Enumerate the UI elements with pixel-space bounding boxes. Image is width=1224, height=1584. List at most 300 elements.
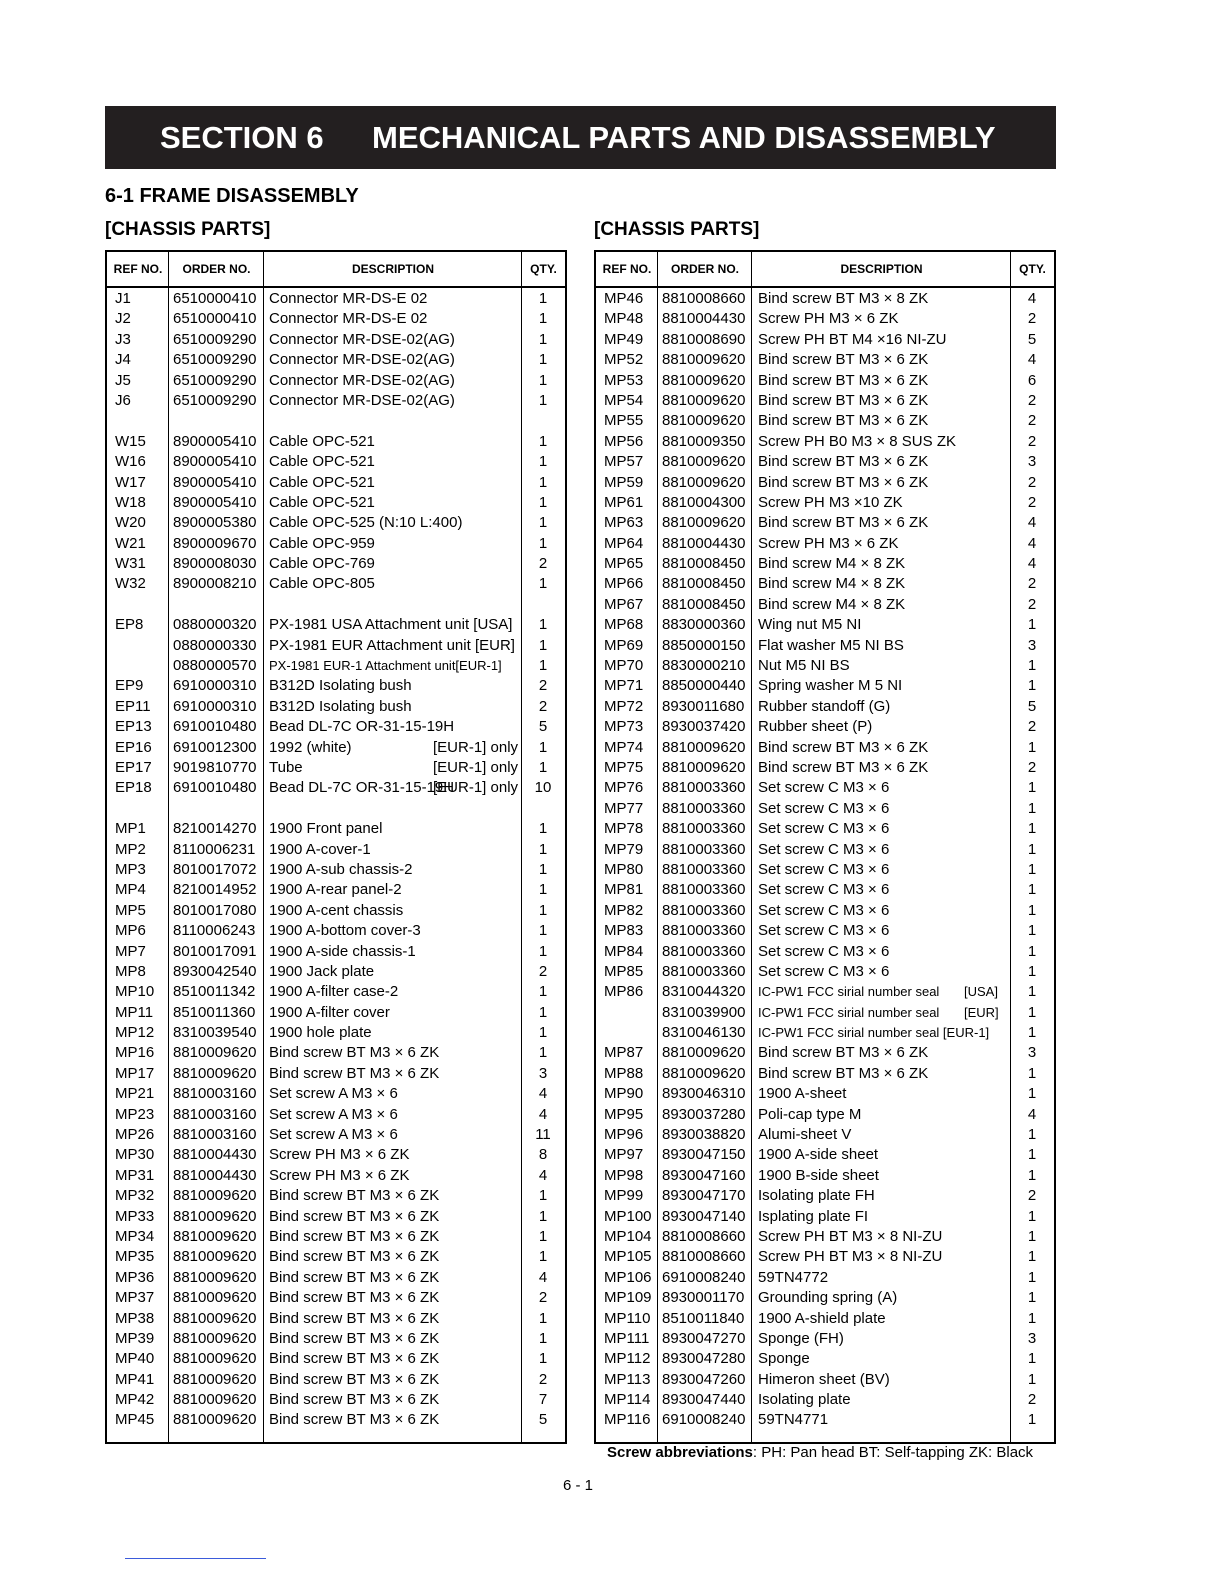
qty-cell: 1 [1027, 942, 1037, 960]
section-banner [105, 106, 1056, 169]
order-no-cell: 6910010480 [173, 718, 257, 736]
description-cell: 1900 A-sheet [758, 1085, 847, 1103]
qty-cell: 1 [1027, 616, 1037, 634]
order-no-cell: 8810003360 [662, 962, 746, 980]
order-no-cell: 8810009620 [173, 1044, 257, 1062]
qty-cell: 1 [1027, 1411, 1037, 1429]
ref-cell: MP61 [604, 493, 644, 511]
table-row [107, 1410, 565, 1430]
order-no-cell: 8930046310 [662, 1085, 746, 1103]
order-no-cell: 8810008660 [662, 1248, 746, 1266]
description-cell: Grounding spring (A) [758, 1289, 898, 1307]
order-no-cell: 8810009620 [662, 391, 746, 409]
order-no-cell: 8810003360 [662, 881, 746, 899]
order-no-cell: 8810009620 [173, 1187, 257, 1205]
table-row [596, 1043, 1054, 1063]
description-cell: IC-PW1 FCC sirial number seal [EUR-1] [758, 1025, 990, 1041]
table-row [596, 473, 1054, 493]
region-tag: [EUR-1] only [433, 758, 519, 776]
ref-cell: J6 [115, 391, 131, 409]
table-body [107, 289, 565, 1431]
qty-cell: 4 [1027, 351, 1037, 369]
order-no-cell: 8900005410 [173, 473, 257, 491]
qty-cell: 1 [538, 371, 548, 389]
order-no-cell: 6910000310 [173, 697, 257, 715]
order-no-cell: 8810003360 [662, 799, 746, 817]
qty-cell: 1 [538, 942, 548, 960]
ref-cell: MP10 [115, 983, 155, 1001]
order-no-cell: 8850000150 [662, 636, 746, 654]
qty-cell: 1 [538, 1003, 548, 1021]
order-no-cell: 8810009620 [173, 1309, 257, 1327]
description-cell: Bind screw BT M3 × 6 ZK [269, 1268, 440, 1286]
table-row [107, 1166, 565, 1186]
table-row [107, 1003, 565, 1023]
table-row [107, 819, 565, 839]
order-no-cell: 8810003360 [662, 840, 746, 858]
ref-cell: MP70 [604, 657, 644, 675]
qty-cell: 2 [1027, 575, 1037, 593]
table-row [107, 1288, 565, 1308]
description-cell: Bind screw BT M3 × 6 ZK [269, 1044, 440, 1062]
table-row [107, 778, 565, 798]
table-row [596, 1186, 1054, 1206]
order-no-cell: 8830000360 [662, 616, 746, 634]
ref-cell: MP87 [604, 1044, 644, 1062]
qty-cell: 1 [538, 432, 548, 450]
table-row [107, 513, 565, 533]
description-cell: 1900 A-rear panel-2 [269, 881, 402, 899]
ref-cell: W15 [115, 432, 146, 450]
description-cell: Cable OPC-805 [269, 575, 375, 593]
table-row [596, 1084, 1054, 1104]
description-cell: Set screw C M3 × 6 [758, 799, 890, 817]
description-cell: Bind screw BT M3 × 6 ZK [758, 412, 929, 430]
qty-cell: 4 [1027, 290, 1037, 307]
header-qty: QTY. [1019, 262, 1046, 276]
order-no-cell: 8900009670 [173, 534, 257, 552]
order-no-cell: 6510009290 [173, 351, 257, 369]
description-cell: Connector MR-DS-E 02 [269, 310, 428, 328]
ref-cell: MP78 [604, 820, 644, 838]
qty-cell: 1 [1027, 1350, 1037, 1368]
qty-cell: 1 [538, 453, 548, 471]
description-cell: PX-1981 USA Attachment unit [USA] [269, 616, 513, 634]
table-row [596, 391, 1054, 411]
ref-cell: MP76 [604, 779, 644, 797]
qty-cell: 1 [1027, 922, 1037, 940]
ref-cell: MP4 [115, 881, 146, 899]
order-no-cell: 8900005410 [173, 432, 257, 450]
description-cell: Screw PH BT M4 ×16 NI-ZU [758, 330, 947, 348]
description-cell: Bind screw BT M3 × 6 ZK [269, 1350, 440, 1368]
qty-cell: 3 [1027, 1044, 1037, 1062]
table-row [107, 1309, 565, 1329]
description-cell: Isplating plate FI [758, 1207, 869, 1225]
table-row [107, 1105, 565, 1125]
table-row [596, 615, 1054, 635]
description-cell: 1900 A-cent chassis [269, 901, 404, 919]
order-no-cell: 8930047150 [662, 1146, 746, 1164]
table-row [596, 676, 1054, 696]
section-title: MECHANICAL PARTS AND DISASSEMBLY [372, 119, 996, 155]
description-cell: Bead DL-7C OR-31-15-19H [269, 779, 455, 797]
order-no-cell: 8510011840 [662, 1309, 745, 1327]
table-row [596, 309, 1054, 329]
table-row [596, 962, 1054, 982]
order-no-cell: 8810003360 [662, 860, 746, 878]
description-cell: Set screw C M3 × 6 [758, 901, 890, 919]
ref-cell: MP5 [115, 901, 146, 919]
table-row [596, 942, 1054, 962]
qty-cell: 2 [1027, 1187, 1037, 1205]
order-no-cell: 8210014270 [173, 820, 257, 838]
ref-cell: W18 [115, 493, 146, 511]
order-no-cell: 8930047170 [662, 1187, 746, 1205]
order-no-cell: 8310044320 [662, 983, 746, 1001]
description-cell: 1900 A-filter cover [269, 1003, 390, 1021]
table-row [596, 289, 1054, 309]
ref-cell: EP13 [115, 718, 152, 736]
qty-cell: 1 [1027, 820, 1037, 838]
ref-cell: MP98 [604, 1166, 644, 1184]
table-row [596, 493, 1054, 513]
description-cell: Bind screw BT M3 × 6 ZK [758, 738, 929, 756]
ref-cell: EP18 [115, 779, 152, 797]
description-cell: Cable OPC-769 [269, 555, 375, 573]
description-cell: Nut M5 NI BS [758, 657, 850, 675]
qty-cell: 1 [538, 820, 548, 838]
ref-cell: W32 [115, 575, 146, 593]
table-row [107, 371, 565, 391]
qty-cell: 2 [538, 962, 548, 980]
table-row [596, 534, 1054, 554]
table-row [107, 1064, 565, 1084]
table-row [596, 982, 1054, 1002]
order-no-cell: 8510011360 [173, 1003, 256, 1021]
qty-cell: 1 [538, 534, 548, 552]
order-no-cell: 9019810770 [173, 758, 257, 776]
description-cell: Set screw C M3 × 6 [758, 779, 890, 797]
table-row [596, 921, 1054, 941]
description-cell: B312D Isolating bush [269, 677, 412, 695]
table-row [107, 717, 565, 737]
qty-cell: 1 [538, 881, 548, 899]
order-no-cell: 8310039900 [662, 1003, 746, 1021]
qty-cell: 1 [1027, 738, 1037, 756]
order-no-cell: 8310039540 [173, 1024, 257, 1042]
description-cell: Set screw A M3 × 6 [269, 1126, 398, 1144]
ref-cell: EP17 [115, 758, 152, 776]
qty-cell: 2 [1027, 391, 1037, 409]
description-cell: Wing nut M5 NI [758, 616, 862, 634]
order-no-cell: 8810009620 [173, 1268, 257, 1286]
table-row [107, 473, 565, 493]
ref-cell: MP26 [115, 1126, 155, 1144]
order-no-cell: 8810003160 [173, 1105, 257, 1123]
description-cell: Set screw C M3 × 6 [758, 962, 890, 980]
qty-cell: 1 [1027, 677, 1037, 695]
description-cell: 1900 A-bottom cover-3 [269, 922, 421, 940]
table-row [107, 1084, 565, 1104]
qty-cell: 3 [1027, 453, 1037, 471]
qty-cell: 1 [538, 758, 548, 776]
header-description: DESCRIPTION [840, 262, 923, 276]
description-cell: Spring washer M 5 NI [758, 677, 903, 695]
description-cell: Bind screw BT M3 × 6 ZK [269, 1289, 440, 1307]
description-cell: Screw PH B0 M3 × 8 SUS ZK [758, 432, 956, 450]
table-row [596, 513, 1054, 533]
table-row [596, 350, 1054, 370]
table-row [596, 636, 1054, 656]
table-row [107, 1390, 565, 1410]
order-no-cell: 8810009620 [173, 1391, 257, 1409]
order-no-cell: 8810009620 [662, 473, 746, 491]
qty-cell: 1 [1027, 860, 1037, 878]
order-no-cell: 8810008660 [662, 290, 746, 307]
description-cell: Cable OPC-521 [269, 473, 375, 491]
order-no-cell: 8810009620 [173, 1370, 257, 1388]
ref-cell: MP42 [115, 1391, 155, 1409]
qty-cell: 1 [538, 1350, 548, 1368]
qty-cell: 1 [1027, 799, 1037, 817]
ref-cell: MP99 [604, 1187, 644, 1205]
description-cell: Flat washer M5 NI BS [758, 636, 904, 654]
ref-cell: EP8 [115, 616, 144, 634]
ref-cell: MP73 [604, 718, 644, 736]
description-cell: Sponge (FH) [758, 1329, 844, 1347]
ref-cell: MP64 [604, 534, 644, 552]
qty-cell: 2 [1027, 432, 1037, 450]
table-row [107, 860, 565, 880]
table-row [107, 1329, 565, 1349]
ref-cell: MP21 [115, 1085, 155, 1103]
description-cell: PX-1981 EUR-1 Attachment unit[EUR-1] [269, 658, 502, 674]
description-cell: 1900 hole plate [269, 1024, 372, 1042]
description-cell: Rubber sheet (P) [758, 718, 873, 736]
ref-cell: MP84 [604, 942, 644, 960]
order-no-cell: 8810008450 [662, 555, 746, 573]
table-row [596, 452, 1054, 472]
table-row [596, 554, 1054, 574]
description-cell: Bind screw BT M3 × 6 ZK [269, 1064, 440, 1082]
ref-cell: J1 [115, 290, 131, 307]
ref-cell: MP2 [115, 840, 146, 858]
table-row [596, 1023, 1054, 1043]
table-row [596, 1207, 1054, 1227]
description-cell: 1900 A-shield plate [758, 1309, 886, 1327]
qty-cell: 6 [1027, 371, 1037, 389]
order-no-cell: 8810009620 [662, 371, 746, 389]
description-cell: 59TN4771 [758, 1411, 829, 1429]
ref-cell: MP34 [115, 1227, 155, 1245]
description-cell: Bind screw BT M3 × 6 ZK [269, 1248, 440, 1266]
ref-cell: MP83 [604, 922, 644, 940]
table-row [107, 309, 565, 329]
header-qty: QTY. [530, 262, 557, 276]
order-no-cell: 8210014952 [173, 881, 257, 899]
description-cell: Cable OPC-959 [269, 534, 375, 552]
order-no-cell: 8810008450 [662, 575, 746, 593]
table-row [107, 391, 565, 411]
qty-cell: 1 [1027, 901, 1037, 919]
ref-cell: W31 [115, 555, 146, 573]
ref-cell: MP114 [604, 1391, 651, 1409]
order-no-cell: 8810004300 [662, 493, 746, 511]
ref-cell: MP8 [115, 962, 146, 980]
table-row [107, 1186, 565, 1206]
qty-cell: 1 [538, 351, 548, 369]
qty-cell: 5 [1027, 697, 1037, 715]
order-no-cell: 0880000320 [173, 616, 257, 634]
description-cell: Screw PH M3 × 6 ZK [269, 1166, 410, 1184]
description-cell: Bind screw BT M3 × 6 ZK [758, 391, 929, 409]
ref-cell: MP111 [604, 1329, 650, 1347]
ref-cell: MP72 [604, 697, 644, 715]
ref-cell: MP36 [115, 1268, 155, 1286]
table-row [596, 1410, 1054, 1430]
ref-cell: MP90 [604, 1085, 644, 1103]
qty-cell: 1 [538, 860, 548, 878]
ref-cell: MP65 [604, 555, 644, 573]
region-tag: [EUR-1] only [433, 779, 519, 797]
description-cell: Alumi-sheet V [758, 1126, 852, 1144]
ref-cell: MP59 [604, 473, 644, 491]
description-cell: 1900 Jack plate [269, 962, 375, 980]
table-header [596, 252, 1054, 288]
order-no-cell: 8900005380 [173, 514, 257, 532]
qty-cell: 1 [1027, 881, 1037, 899]
description-cell: Bind screw BT M3 × 6 ZK [758, 758, 929, 776]
description-cell: 1900 A-filter case-2 [269, 983, 399, 1001]
ref-cell: MP33 [115, 1207, 155, 1225]
region-tag: [USA] [964, 984, 998, 1000]
ref-cell: MP82 [604, 901, 644, 919]
ref-cell: MP56 [604, 432, 644, 450]
ref-cell: MP112 [604, 1350, 651, 1368]
description-cell: Bind screw BT M3 × 6 ZK [758, 1064, 929, 1082]
table-row [596, 799, 1054, 819]
order-no-cell: 8510011342 [173, 983, 256, 1001]
table-row [596, 1329, 1054, 1349]
qty-cell: 1 [538, 840, 548, 858]
ref-cell: MP1 [115, 820, 146, 838]
qty-cell: 1 [538, 901, 548, 919]
table-row [596, 1227, 1054, 1247]
table-row [596, 778, 1054, 798]
ref-cell: MP12 [115, 1024, 155, 1042]
order-no-cell: 8810009620 [662, 453, 746, 471]
table-row [107, 350, 565, 370]
qty-cell: 3 [1027, 1329, 1037, 1347]
order-no-cell: 8930037420 [662, 718, 746, 736]
table-row [596, 371, 1054, 391]
order-no-cell: 6510000410 [173, 290, 257, 307]
order-no-cell: 6910000310 [173, 677, 257, 695]
order-no-cell: 8810008660 [662, 1227, 746, 1245]
table-row [596, 717, 1054, 737]
order-no-cell: 8810009620 [173, 1289, 257, 1307]
table-row [107, 493, 565, 513]
order-no-cell: 6510009290 [173, 391, 257, 409]
order-no-cell: 6910008240 [662, 1411, 746, 1429]
description-cell: 1900 A-cover-1 [269, 840, 371, 858]
order-no-cell: 8810004430 [662, 534, 746, 552]
description-cell: Cable OPC-521 [269, 432, 375, 450]
ref-cell: MP81 [604, 881, 644, 899]
order-no-cell: 8810009620 [173, 1248, 257, 1266]
order-no-cell: 0880000570 [173, 657, 257, 675]
table-row [107, 1268, 565, 1288]
order-no-cell: 8810009620 [662, 738, 746, 756]
description-cell: Sponge [758, 1350, 810, 1368]
qty-cell: 1 [538, 738, 548, 756]
table-row [107, 676, 565, 696]
qty-cell: 1 [538, 1207, 548, 1225]
table-row [107, 636, 565, 656]
description-cell: Bind screw BT M3 × 6 ZK [758, 1044, 929, 1062]
ref-cell: MP16 [115, 1044, 155, 1062]
table-row [107, 1207, 565, 1227]
description-cell: Bind screw BT M3 × 6 ZK [269, 1411, 440, 1429]
qty-cell: 3 [1027, 636, 1037, 654]
qty-cell: 1 [538, 514, 548, 532]
order-no-cell: 8810009620 [662, 351, 746, 369]
order-no-cell: 6510009290 [173, 371, 257, 389]
order-no-cell: 8110006243 [173, 922, 256, 940]
order-no-cell: 8930001170 [662, 1289, 745, 1307]
qty-cell: 1 [1027, 1166, 1037, 1184]
description-cell: Bind screw BT M3 × 6 ZK [269, 1187, 440, 1205]
description-cell: Isolating plate [758, 1391, 851, 1409]
order-no-cell: 8010017091 [173, 942, 257, 960]
order-no-cell: 8930047160 [662, 1166, 746, 1184]
qty-cell: 2 [1027, 412, 1037, 430]
description-cell: Bind screw BT M3 × 6 ZK [758, 351, 929, 369]
order-no-cell: 8810009620 [173, 1207, 257, 1225]
description-cell: Cable OPC-525 (N:10 L:400) [269, 514, 463, 532]
table-row [596, 330, 1054, 350]
description-cell: IC-PW1 FCC sirial number seal [758, 1004, 940, 1020]
description-cell: B312D Isolating bush [269, 697, 412, 715]
order-no-cell: 8930011680 [662, 697, 745, 715]
table-row [107, 982, 565, 1002]
ref-cell: MP66 [604, 575, 644, 593]
qty-cell: 2 [1027, 595, 1037, 613]
description-cell: Screw PH BT M3 × 8 NI-ZU [758, 1227, 943, 1245]
description-cell: Set screw C M3 × 6 [758, 820, 890, 838]
qty-cell: 1 [1027, 1227, 1037, 1245]
ref-cell: MP77 [604, 799, 644, 817]
ref-cell: MP104 [604, 1227, 652, 1245]
ref-cell: MP116 [604, 1411, 651, 1429]
qty-cell: 2 [538, 1289, 548, 1307]
table-header [107, 252, 565, 288]
description-cell: Isolating plate FH [758, 1187, 875, 1205]
qty-cell: 1 [538, 616, 548, 634]
qty-cell: 1 [1027, 1248, 1037, 1266]
ref-cell: MP67 [604, 595, 644, 613]
header-ref: REF NO. [113, 262, 163, 276]
description-cell: Set screw A M3 × 6 [269, 1105, 398, 1123]
description-cell: Screw PH M3 ×10 ZK [758, 493, 903, 511]
ref-cell: MP41 [115, 1370, 155, 1388]
subsection-title: 6-1 FRAME DISASSEMBLY [105, 185, 359, 207]
ref-cell: W17 [115, 473, 146, 491]
ref-cell: EP16 [115, 738, 152, 756]
qty-cell: 1 [538, 1309, 548, 1327]
ref-cell: MP17 [115, 1064, 155, 1082]
